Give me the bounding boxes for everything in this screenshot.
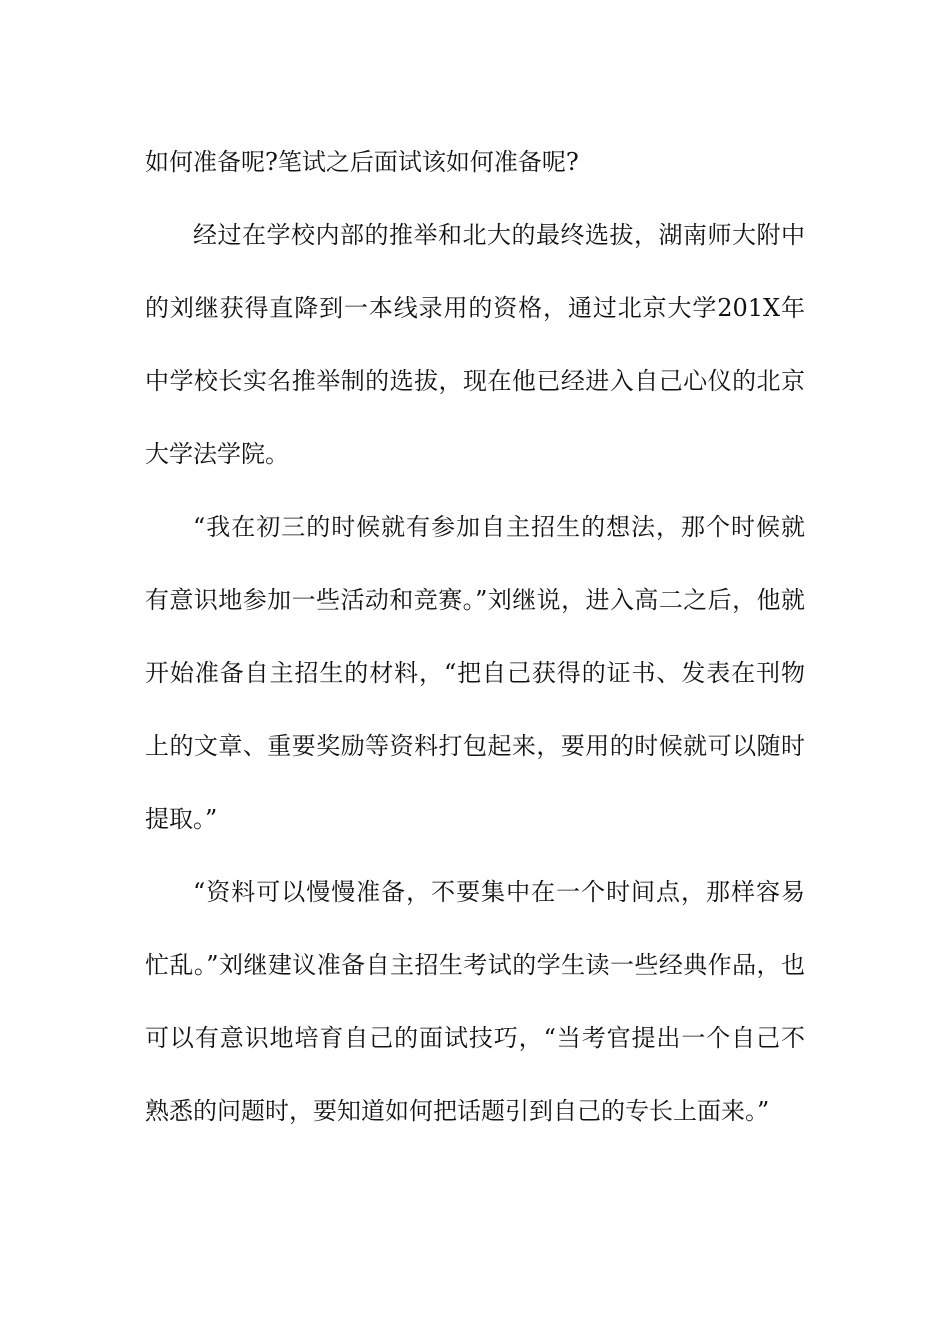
paragraph-continuation: 如何准备呢?笔试之后面试该如何准备呢? [145,148,579,176]
paragraph: 经过在学校内部的推举和北大的最终选拔，湖南师大附中的刘继获得直降到一本线录用的资格，通过北京大学201X年中学校长实名推举制的选拔，现在他已经进入自己心仪的北京大学法学院。 [145,221,805,468]
paragraph: “资料可以慢慢准备，不要集中在一个时间点，那样容易忙乱。”刘继建议准备自主招生考试的学生读一些经典作品，也可以有意识地培育自己的面试技巧，“当考官提出一个自己不熟悉的问题时，要知道如何把话题引到自己的专长上面来。” [145,878,805,1125]
document-body [145,126,805,1148]
paragraph: “我在初三的时候就有参加自主招生的想法，那个时候就有意识地参加一些活动和竞赛。”刘继说，进入高二之后，他就开始准备自主招生的材料，“把自己获得的证书、发表在刊物上的文章、重要奖励等资料打包起来，要用的时候就可以随时提取。” [145,513,805,833]
